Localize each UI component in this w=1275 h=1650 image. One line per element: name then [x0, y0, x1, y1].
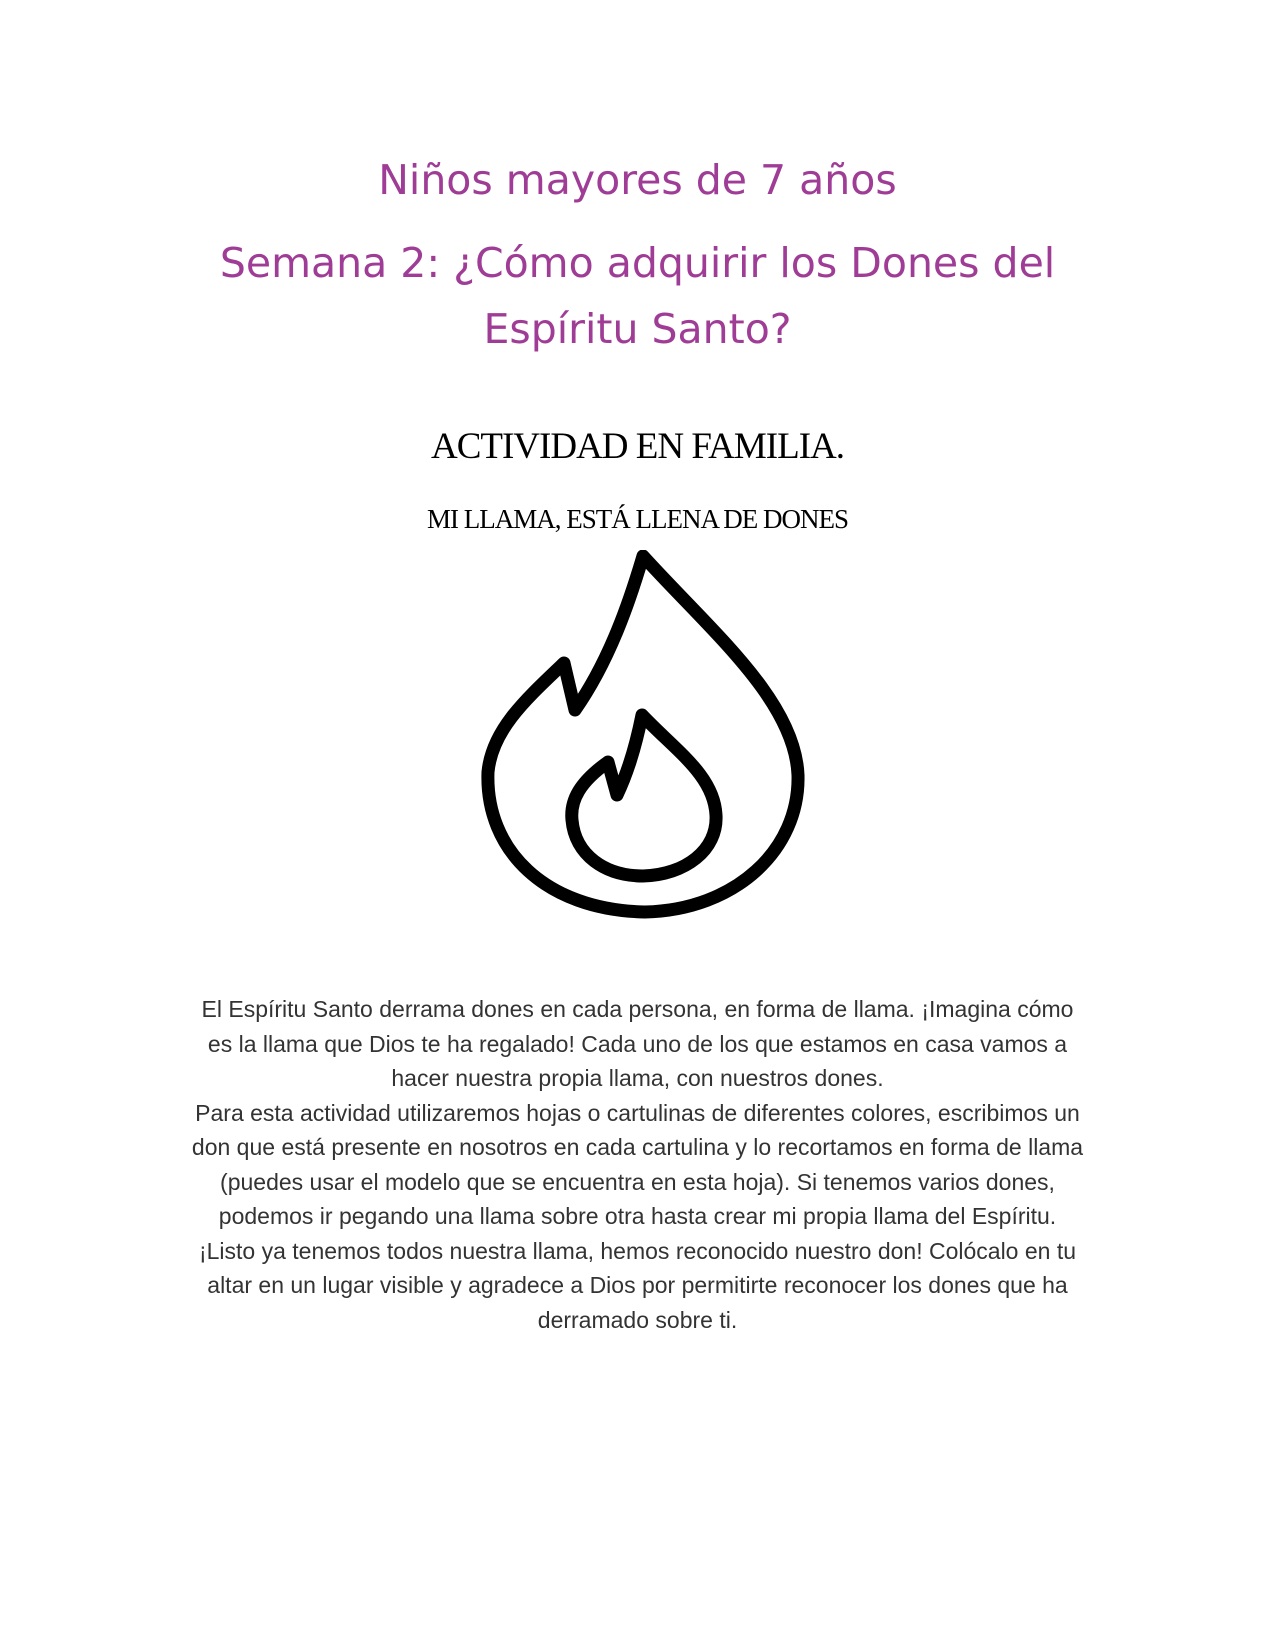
flame-icon: [480, 550, 820, 940]
week-title: Semana 2: ¿Cómo adquirir los Dones del Espíritu Santo?: [219, 239, 1056, 353]
activity-subtitle: MI LLAMA, ESTÁ LLENA DE DONES: [427, 504, 848, 534]
inner-flame-outline: [572, 715, 716, 876]
instruction-paragraph: Para esta actividad utilizaremos hojas o cartulinas de diferentes colores, escribimos un don que está presente en nosotros en cada cartulina y lo recortamos en forma de llama (puedes usar el modelo que se encuentra en esta hoja). Si tenemos varios dones, podemos ir pegando una llama sobre otra hasta crear mi propia llama del Espíritu.: [191, 1099, 1084, 1229]
instruction-paragraph: ¡Listo ya tenemos todos nuestra llama, hemos reconocido nuestro don! Colócalo en tu altar en un lugar visible y agradece a Dios por permitirte reconocer los dones que ha derramado sobre ti.: [198, 1237, 1077, 1333]
age-group-title: Niños mayores de 7 años: [378, 156, 897, 204]
activity-instructions: [190, 992, 1085, 1337]
instruction-paragraph: El Espíritu Santo derrama dones en cada persona, en forma de llama. ¡Imagina cómo es la llama que Dios te ha regalado! Cada uno de los que estamos en casa vamos a hacer nuestra propia llama, con nuestros dones.: [201, 996, 1074, 1091]
activity-title: ACTIVIDAD EN FAMILIA.: [430, 426, 844, 467]
